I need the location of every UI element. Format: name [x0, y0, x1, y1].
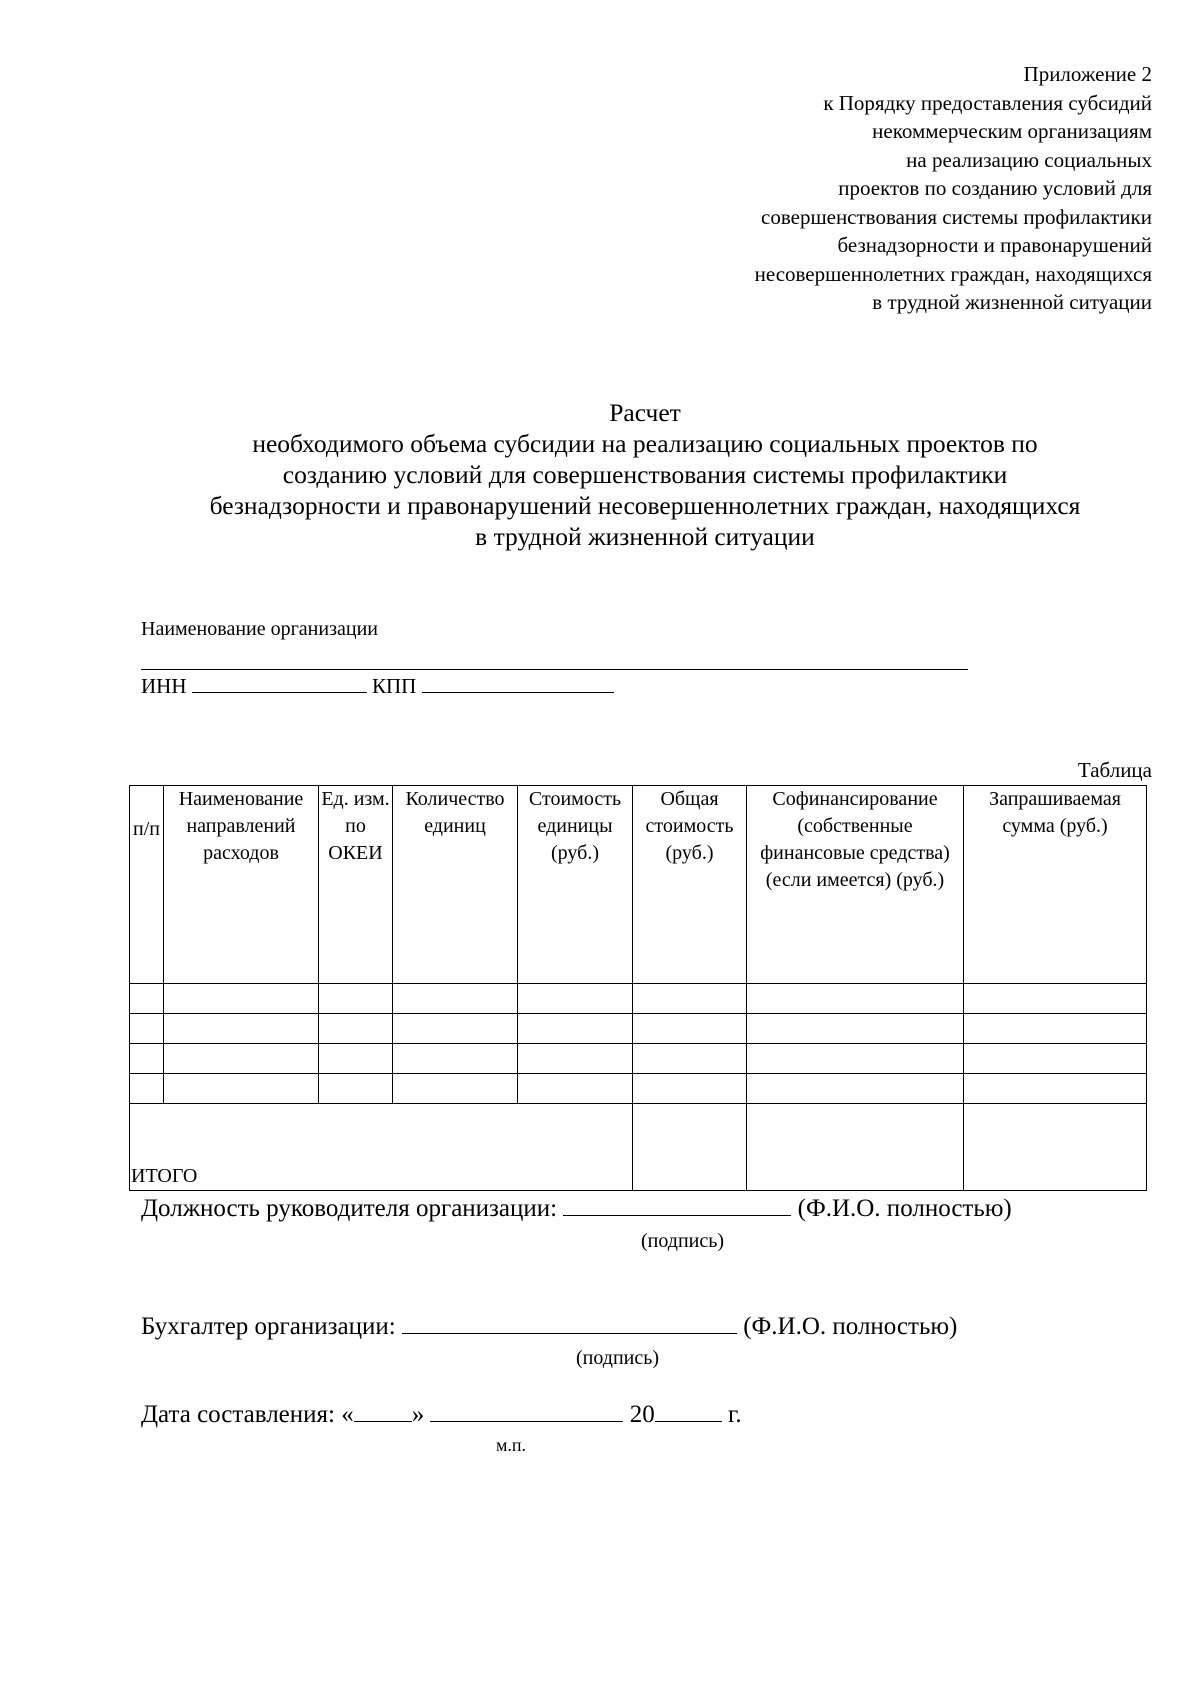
- table-header-row: [130, 786, 1147, 984]
- appendix-note: [755, 60, 1152, 317]
- accountant-signature-hint: (подпись): [576, 1347, 660, 1369]
- stamp-place-hint: м.п.: [496, 1435, 527, 1455]
- col-header-quantity: Количество единиц: [393, 786, 518, 984]
- table-cell[interactable]: [747, 1014, 964, 1044]
- date-close-quote: »: [411, 1401, 425, 1428]
- accountant-fio-label: (Ф.И.О. полностью): [743, 1313, 958, 1340]
- table-row: [130, 984, 1147, 1014]
- table-cell[interactable]: [393, 1044, 518, 1074]
- total-cofinancing-cell[interactable]: [747, 1104, 964, 1191]
- date-month-field[interactable]: [430, 1401, 623, 1422]
- appendix-line: в трудной жизненной ситуации: [872, 290, 1152, 314]
- table-cell[interactable]: [130, 1044, 164, 1074]
- table-cell[interactable]: [393, 984, 518, 1014]
- table-row: [130, 1074, 1147, 1104]
- table-cell[interactable]: [518, 1014, 633, 1044]
- table-cell[interactable]: [130, 1014, 164, 1044]
- title-line: Расчет: [609, 398, 681, 427]
- accountant-signature-field[interactable]: [402, 1313, 737, 1334]
- inn-label: ИНН: [141, 674, 187, 698]
- col-header-number: п/п: [130, 786, 164, 984]
- table-cell[interactable]: [319, 1074, 393, 1104]
- table-cell[interactable]: [130, 984, 164, 1014]
- table-cell[interactable]: [164, 984, 319, 1014]
- title-line: созданию условий для совершенствования системы профилактики: [282, 460, 1008, 489]
- head-signature-row: [141, 1195, 1012, 1223]
- table-cell[interactable]: [164, 1044, 319, 1074]
- head-signature-field[interactable]: [563, 1195, 791, 1216]
- table-cell[interactable]: [633, 1074, 747, 1104]
- appendix-line: несовершеннолетних граждан, находящихся: [754, 261, 1152, 286]
- col-header-expense-direction: Наименование направлений расходов: [164, 786, 319, 984]
- table-cell[interactable]: [319, 1044, 393, 1074]
- col-header-total-cost: Общая стоимость (руб.): [633, 786, 747, 984]
- date-row: [141, 1401, 742, 1429]
- table-row: [130, 1044, 1147, 1074]
- table-caption: Таблица: [1077, 758, 1152, 782]
- col-header-unit: Ед. изм. по ОКЕИ: [319, 786, 393, 984]
- total-requested-cell[interactable]: [964, 1104, 1147, 1191]
- table-cell[interactable]: [747, 984, 964, 1014]
- total-label: ИТОГО: [130, 1104, 633, 1191]
- table-row: [130, 1014, 1147, 1044]
- head-signature-hint: (подпись): [641, 1230, 725, 1252]
- appendix-line: совершенствования системы профилактики: [761, 204, 1152, 229]
- inn-kpp-row: [141, 674, 614, 699]
- accountant-signature-row: [141, 1313, 957, 1341]
- table-cell[interactable]: [518, 1074, 633, 1104]
- appendix-line: проектов по созданию условий для: [838, 176, 1152, 200]
- calculation-table: [129, 785, 1147, 1191]
- table-cell[interactable]: [633, 984, 747, 1014]
- org-name-field[interactable]: [141, 669, 968, 670]
- table-cell[interactable]: [393, 1074, 518, 1104]
- col-header-unit-cost: Стоимость единицы (руб.): [518, 786, 633, 984]
- date-year-suffix: г.: [727, 1401, 742, 1428]
- col-header-cofinancing: Софинансирование (собственные финансовые средства) (если имеется) (руб.): [747, 786, 964, 984]
- total-cost-cell[interactable]: [633, 1104, 747, 1191]
- date-year-field[interactable]: [655, 1401, 722, 1422]
- inn-field[interactable]: [192, 674, 367, 693]
- table-cell[interactable]: [964, 1074, 1147, 1104]
- table-cell[interactable]: [964, 1044, 1147, 1074]
- table-cell[interactable]: [164, 1014, 319, 1044]
- table-cell[interactable]: [164, 1074, 319, 1104]
- head-position-label: Должность руководителя организации:: [141, 1195, 558, 1222]
- table-cell[interactable]: [319, 1014, 393, 1044]
- title-line: безнадзорности и правонарушений несовершеннолетних граждан, находящихся: [209, 491, 1081, 520]
- document-title: [150, 397, 1140, 552]
- table-cell[interactable]: [319, 984, 393, 1014]
- appendix-line: безнадзорности и правонарушений: [837, 233, 1152, 257]
- appendix-line: некоммерческим организациям: [872, 119, 1152, 143]
- appendix-line: на реализацию социальных: [906, 147, 1152, 172]
- kpp-field[interactable]: [422, 674, 614, 693]
- table-cell[interactable]: [747, 1074, 964, 1104]
- table-cell[interactable]: [518, 984, 633, 1014]
- table-cell[interactable]: [130, 1074, 164, 1104]
- table-cell[interactable]: [393, 1014, 518, 1044]
- table-cell[interactable]: [964, 1014, 1147, 1044]
- date-label: Дата составления: «: [141, 1401, 354, 1428]
- title-line: в трудной жизненной ситуации: [475, 522, 815, 551]
- title-line: необходимого объема субсидии на реализацию социальных проектов по: [252, 429, 1038, 458]
- date-day-field[interactable]: [354, 1401, 412, 1422]
- total-row: [130, 1104, 1147, 1191]
- col-header-requested-amount: Запрашиваемая сумма (руб.): [964, 786, 1147, 984]
- accountant-label: Бухгалтер организации:: [141, 1313, 396, 1340]
- table-cell[interactable]: [633, 1044, 747, 1074]
- table-cell[interactable]: [518, 1044, 633, 1074]
- head-fio-label: (Ф.И.О. полностью): [797, 1195, 1012, 1222]
- date-year-prefix: 20: [629, 1401, 655, 1428]
- table-cell[interactable]: [964, 984, 1147, 1014]
- table-cell[interactable]: [633, 1014, 747, 1044]
- appendix-line: к Порядку предоставления субсидий: [823, 90, 1152, 115]
- table-cell[interactable]: [747, 1044, 964, 1074]
- kpp-label: КПП: [372, 674, 417, 698]
- org-name-label: Наименование организации: [141, 618, 378, 640]
- appendix-line: Приложение 2: [1023, 62, 1152, 86]
